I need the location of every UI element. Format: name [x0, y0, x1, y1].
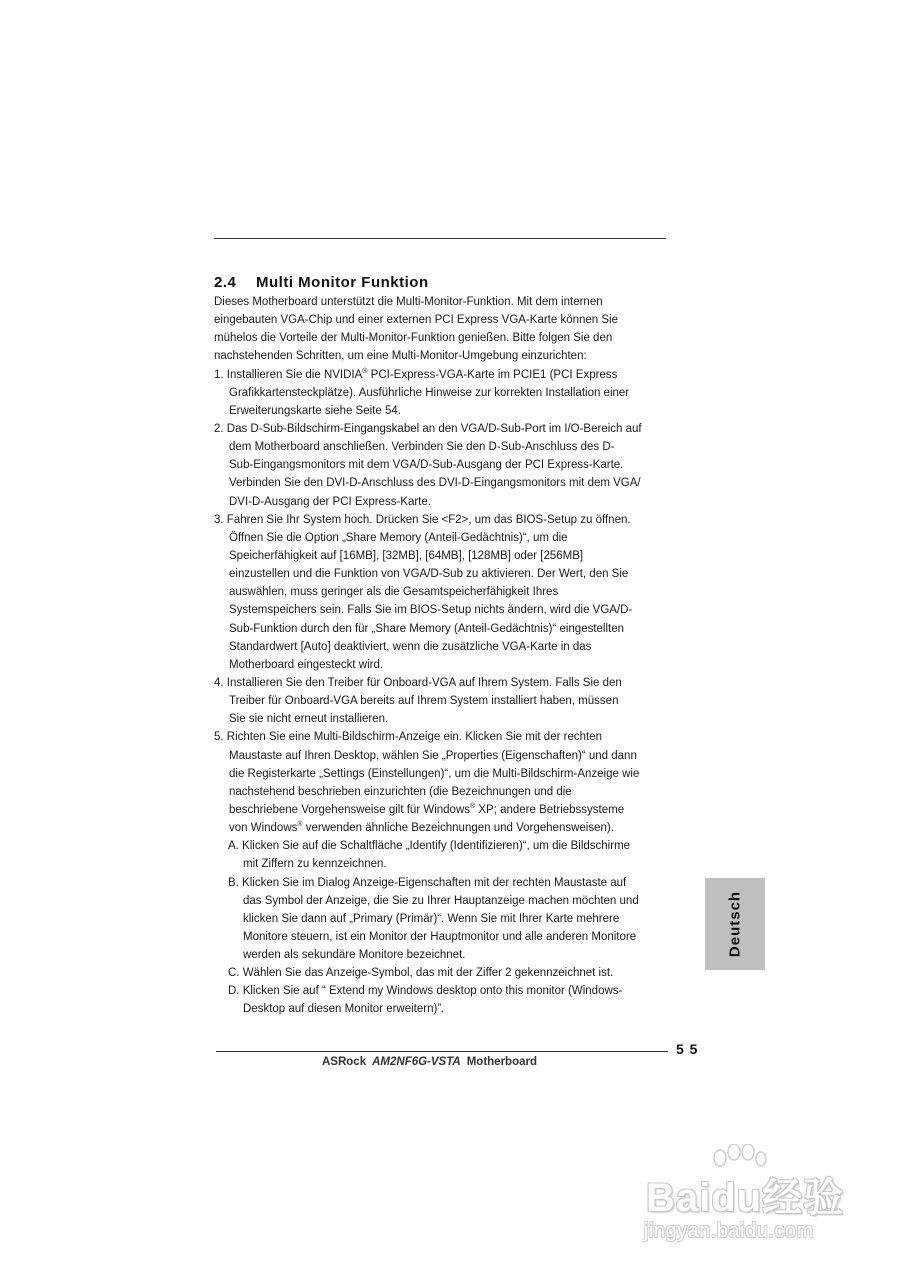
footer-rule: [216, 1051, 668, 1052]
body-line-text: 3. Fahren Sie Ihr System hoch. Drücken Sie <F2>, um das BIOS-Setup zu öffnen.: [214, 513, 631, 526]
body-line-text: B. Klicken Sie im Dialog Anzeige-Eigenschaften mit der rechten Maustaste auf: [228, 876, 627, 889]
body-line: [214, 366, 674, 384]
body-line: [214, 910, 674, 928]
body-line: [214, 547, 674, 565]
body-line: [214, 982, 674, 1000]
body-line-text: mit Ziffern zu kennzeichnen.: [243, 858, 387, 871]
body-line: [214, 656, 674, 674]
body-line-text-continued: verwenden ähnliche Bezeichnungen und Vorgehensweisen).: [302, 822, 614, 835]
body-line-text: 5. Richten Sie eine Multi-Bildschirm-Anzeige ein. Klicken Sie mit der rechten: [214, 731, 602, 744]
body-line: [214, 329, 674, 347]
body-line: [214, 710, 674, 728]
body-line-text: 1. Installieren Sie die NVIDIA: [214, 368, 363, 381]
body-line: [214, 529, 674, 547]
body-line: [214, 801, 674, 819]
body-line: [214, 347, 674, 365]
body-line: [214, 384, 674, 402]
body-line-text: Sub-Eingangsmonitors mit dem VGA/D-Sub-Ausgang der PCI Express-Karte.: [229, 459, 624, 472]
header-rule: [214, 238, 666, 239]
body-line-text: Sub-Funktion durch den für „Share Memory (Anteil-Gedächtnis)“ eingestellten: [229, 622, 625, 635]
body-line-text: das Symbol der Anzeige, die Sie zu Ihrer Hauptanzeige machen möchten und: [243, 894, 639, 907]
body-line-text: von Windows: [229, 822, 298, 835]
body-line-text: Monitore steuern, ist ein Monitor der Hauptmonitor und alle anderen Monitore: [243, 930, 637, 943]
body-line: [214, 747, 674, 765]
body-text: [214, 293, 674, 1019]
body-line: [214, 438, 674, 456]
body-line: [214, 928, 674, 946]
body-line-text: mühelos die Vorteile der Multi-Monitor-Funktion genießen. Bitte folgen Sie den: [214, 332, 613, 345]
body-line-text: nachstehend beschrieben einzurichten (die Bezeichnungen und die: [229, 785, 572, 798]
body-line: [214, 474, 674, 492]
body-line: [214, 293, 674, 311]
body-line-text: Desktop auf diesen Monitor erweitern)”.: [243, 1003, 445, 1016]
section-title: Multi Monitor Funktion: [256, 274, 429, 291]
body-line: [214, 674, 674, 692]
body-line: [214, 728, 674, 746]
language-tab-label: Deutsch: [726, 890, 744, 958]
body-line: [214, 402, 674, 420]
body-line: [214, 946, 674, 964]
body-line-text: 2. Das D-Sub-Bildschirm-Eingangskabel an den VGA/D-Sub-Port im I/O-Bereich auf: [214, 422, 642, 435]
body-line: [214, 638, 674, 656]
body-line: [214, 1000, 674, 1018]
body-line-text: Dieses Motherboard unterstützt die Multi-Monitor-Funktion. Mit dem internen: [214, 296, 603, 308]
body-line-text: A. Klicken Sie auf die Schaltfläche „Identify (Identifizieren)“, um die Bildschirme: [228, 840, 631, 853]
section-heading: [214, 274, 429, 291]
registered-mark: ®: [470, 802, 476, 810]
registered-mark: ®: [297, 821, 303, 829]
body-line-text: einzustellen und die Funktion von VGA/D-Sub zu aktivieren. Der Wert, den Sie: [229, 568, 629, 581]
body-line: [214, 420, 674, 438]
body-line: [214, 819, 674, 837]
watermark-url: jingyan.baidu.com: [644, 1220, 814, 1242]
body-line-text: werden als sekundäre Monitore bezeichnet.: [243, 949, 466, 962]
body-line: [214, 620, 674, 638]
body-line: [214, 765, 674, 783]
body-line-text: die Registerkarte „Settings (Einstellungen)“, um die Multi-Bildschirm-Anzeige wie: [229, 767, 640, 780]
registered-mark: ®: [362, 367, 368, 375]
body-line: [214, 601, 674, 619]
language-tab: [705, 878, 765, 970]
body-line: [214, 692, 674, 710]
body-line: [214, 456, 674, 474]
footer: [322, 1056, 537, 1068]
body-line-text: C. Wählen Sie das Anzeige-Symbol, das mit der Ziffer 2 gekennzeichnet ist.: [228, 967, 614, 980]
page-number: 5 5: [676, 1041, 699, 1057]
body-line-text: beschriebene Vorgehensweise gilt für Windows: [229, 803, 470, 816]
footer-product: Motherboard: [466, 1056, 537, 1068]
body-line-text-continued: PCI-Express-VGA-Karte im PCIE1 (PCI Express: [367, 368, 618, 381]
section-number: 2.4: [214, 274, 237, 291]
body-line: [214, 583, 674, 601]
body-line-text: auswählen, muss geringer als die Gesamtspeicherfähigkeit Ihres: [229, 586, 559, 599]
body-line-text: Speicherfähigkeit auf [16MB], [32MB], [64MB], [128MB] oder [256MB]: [229, 549, 584, 562]
body-line: [214, 311, 674, 329]
baidu-watermark: [638, 1140, 868, 1250]
footer-brand: ASRock: [322, 1056, 367, 1068]
body-line: [214, 837, 674, 855]
body-line: [214, 511, 674, 529]
body-line-text: Treiber für Onboard-VGA bereits auf Ihrem System installiert haben, müssen: [229, 695, 619, 708]
body-line-text-continued: XP; andere Betriebssysteme: [475, 803, 625, 816]
body-line: [214, 783, 674, 801]
body-line-text: Standardwert [Auto] deaktiviert, wenn die zusätzliche VGA-Karte in das: [229, 640, 592, 653]
watermark-logo: Baidu经验: [646, 1176, 845, 1220]
body-line: [214, 855, 674, 873]
body-line-text: Sie sie nicht erneut installieren.: [229, 713, 389, 726]
body-line-text: D. Klicken Sie auf “ Extend my Windows desktop onto this monitor (Windows-: [228, 985, 623, 998]
body-line-text: klicken Sie dann auf „Primary (Primär)“. Wenn Sie mit Ihrer Karte mehrere: [243, 912, 620, 925]
body-line-text: Öffnen Sie die Option „Share Memory (Anteil-Gedächtnis)“, um die: [229, 531, 568, 544]
body-line-text: Verbinden Sie den DVI-D-Anschluss des DVI-D-Eingangsmonitors mit dem VGA/: [229, 477, 641, 490]
body-line: [214, 493, 674, 511]
body-line: [214, 964, 674, 982]
body-line-text: Erweiterungskarte siehe Seite 54.: [229, 404, 401, 417]
body-line-text: nachstehenden Schritten, um eine Multi-Monitor-Umgebung einzurichten:: [214, 350, 587, 363]
body-line-text: eingebauten VGA-Chip und einer externen PCI Express VGA-Karte können Sie: [214, 314, 619, 327]
body-line-text: dem Motherboard anschließen. Verbinden Sie den D-Sub-Anschluss des D-: [229, 441, 615, 454]
body-line-text: DVI-D-Ausgang der PCI Express-Karte.: [229, 495, 431, 508]
body-line: [214, 892, 674, 910]
body-line: [214, 874, 674, 892]
body-line-text: Systemspeichers sein. Falls Sie im BIOS-Setup nichts ändern, wird die VGA/D-: [229, 604, 633, 617]
body-line-text: 4. Installieren Sie den Treiber für Onboard-VGA auf Ihrem System. Falls Sie den: [214, 676, 622, 689]
body-line-text: Maustaste auf Ihren Desktop, wählen Sie „Properties (Eigenschaften)“ und dann: [229, 749, 637, 762]
body-line-text: Grafikkartensteckplätze). Ausführliche Hinweise zur korrekten Installation einer: [229, 386, 630, 399]
body-line: [214, 565, 674, 583]
footer-model: AM2NF6G-VSTA: [372, 1056, 461, 1068]
body-line-text: Motherboard eingesteckt wird.: [229, 658, 384, 671]
